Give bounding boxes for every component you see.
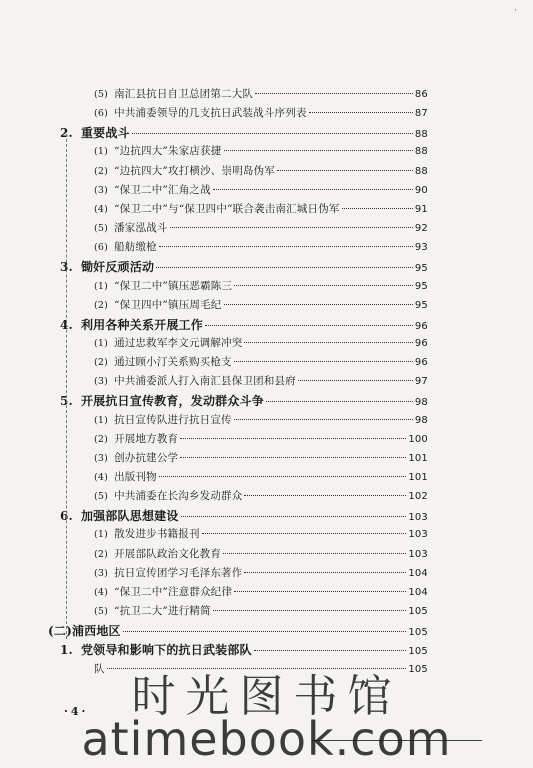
- toc-entry-number: (6): [94, 108, 109, 119]
- dot-leader: [132, 133, 413, 134]
- toc-entry: [60, 392, 428, 409]
- toc-entry-title: 锄奸反顽活动: [80, 260, 155, 274]
- toc-subentry: [94, 143, 428, 158]
- dot-leader: [170, 227, 413, 228]
- toc-subentry: [94, 220, 428, 235]
- toc-entry-number: (6): [94, 242, 109, 253]
- toc-entry-number: 5.: [60, 394, 73, 408]
- dot-leader: [202, 533, 407, 534]
- toc-entry-number: (1): [94, 415, 109, 426]
- toc-entry-title: “保卫二中”与“保卫四中”联合袭击南汇城日伪军: [114, 203, 340, 215]
- toc-subentry: [94, 661, 428, 676]
- toc-entry-number: 6.: [60, 509, 73, 523]
- toc-subentry: [94, 450, 428, 465]
- toc-entry-title: “保卫二中”镇压恶霸陈三: [114, 280, 233, 292]
- toc-entry-number: (1): [94, 146, 109, 157]
- toc-entry-page: 103: [408, 549, 428, 560]
- toc-entry-page: 88: [414, 129, 428, 140]
- toc-entry-number: (1): [94, 338, 109, 349]
- watermark-line-2: atimebook.com: [81, 712, 452, 766]
- toc-entry-page: 101: [408, 453, 428, 464]
- dot-leader: [342, 208, 413, 209]
- toc-entry-title: 抗日宣传团学习毛泽东著作: [114, 567, 243, 579]
- toc-entry-page: 88: [414, 146, 428, 157]
- toc-subentry: [94, 297, 428, 312]
- toc-entry-page: 104: [408, 587, 428, 598]
- toc-entry: [60, 641, 428, 658]
- toc-entry-title: 中共浦委派人打入南汇县保卫团和县府: [114, 375, 296, 387]
- dot-leader: [277, 170, 413, 171]
- toc-subentry: [94, 86, 428, 101]
- toc-entry-page: 87: [414, 108, 428, 119]
- dot-leader: [180, 457, 406, 458]
- toc-entry: [48, 622, 428, 639]
- toc-entry-page: 105: [408, 606, 428, 617]
- dot-leader: [244, 572, 406, 573]
- toc-entry-title: 开展部队政治文化教育: [114, 548, 222, 560]
- toc-entry-page: 95: [414, 300, 428, 311]
- toc-entry-page: 105: [408, 627, 428, 638]
- toc-entry-page: 105: [408, 664, 428, 675]
- dot-leader: [205, 325, 413, 326]
- toc-subentry: [94, 354, 428, 369]
- toc-entry-page: 98: [414, 415, 428, 426]
- toc-entry-number: (5): [94, 606, 109, 617]
- toc-entry-title: 散发进步书籍报刊: [114, 528, 200, 540]
- toc-entry-number: (4): [94, 587, 109, 598]
- toc-entry-page: 91: [414, 204, 428, 215]
- toc-subentry: [94, 431, 428, 446]
- toc-entry-page: 103: [408, 512, 428, 523]
- toc-entry-page: 103: [408, 529, 428, 540]
- margin-rule: [66, 134, 67, 639]
- toc-entry-title: 通过顾小汀关系购买枪支: [114, 356, 232, 368]
- page-folio: ·4·: [64, 705, 89, 718]
- dot-leader: [213, 610, 407, 611]
- toc-entry-number: (2): [94, 300, 109, 311]
- toc-entry-title: 船舫缴枪: [114, 241, 157, 253]
- toc-entry-page: 90: [414, 185, 428, 196]
- toc-entry-number: (3): [94, 185, 109, 196]
- dot-leader: [123, 631, 407, 632]
- toc-entry: [60, 316, 428, 333]
- toc-entry-title: “边抗四大”攻打横沙、崇明岛伪军: [114, 165, 275, 177]
- toc-subentry: [94, 488, 428, 503]
- toc-entry-page: 98: [414, 397, 428, 408]
- corner-mark: ·: [514, 6, 517, 16]
- toc-entry: [60, 507, 428, 524]
- toc-entry-title: (二)浦西地区: [48, 624, 121, 638]
- toc-subentry: [94, 201, 428, 216]
- dot-leader: [254, 650, 407, 651]
- toc-subentry: [94, 469, 428, 484]
- toc-entry-number: (4): [94, 204, 109, 215]
- toc-entry-title: 党领导和影响下的抗日武装部队: [80, 643, 252, 657]
- toc-subentry: [94, 335, 428, 350]
- dot-leader: [181, 516, 407, 517]
- toc-entry-page: 96: [414, 321, 428, 332]
- toc-subentry: [94, 105, 428, 120]
- toc-entry-title: 加强部队思想建设: [80, 509, 179, 523]
- toc-entry-page: 96: [414, 338, 428, 349]
- dot-leader: [224, 150, 413, 151]
- toc-entry-title: 开展抗日宣传教育，发动群众斗争: [80, 394, 264, 408]
- toc-entry-number: (5): [94, 89, 109, 100]
- toc-entry-number: (5): [94, 491, 109, 502]
- toc-entry-title: 创办抗建公学: [114, 452, 179, 464]
- toc-subentry: [94, 163, 428, 178]
- toc-subentry: [94, 373, 428, 388]
- dot-leader: [234, 361, 413, 362]
- dot-leader: [244, 495, 406, 496]
- toc-entry-page: 96: [414, 357, 428, 368]
- toc-entry-number: (5): [94, 223, 109, 234]
- toc-entry-number: (2): [94, 434, 109, 445]
- toc-entry-number: 2.: [60, 126, 73, 140]
- toc-entry-page: 100: [408, 434, 428, 445]
- toc-entry-number: (2): [94, 357, 109, 368]
- toc-entry-page: 92: [414, 223, 428, 234]
- toc-entry: [60, 124, 428, 141]
- toc-subentry: [94, 239, 428, 254]
- toc-entry-number: (2): [94, 166, 109, 177]
- toc-entry-page: 102: [408, 491, 428, 502]
- toc-entry-title: 中共浦委在长沟乡发动群众: [114, 490, 243, 502]
- toc-entry-title: “保卫二中”汇角之战: [114, 184, 211, 196]
- toc-entry-number: (1): [94, 281, 109, 292]
- toc-entry-title: 重要战斗: [80, 126, 130, 140]
- toc-entry-title: 潘家泓战斗: [114, 222, 168, 234]
- toc-entry-page: 93: [414, 242, 428, 253]
- toc-entry-title: “抗卫二大”进行精简: [114, 605, 211, 617]
- dot-leader: [213, 189, 413, 190]
- toc-subentry: [94, 546, 428, 561]
- dot-leader: [180, 438, 406, 439]
- toc-entry-number: (3): [94, 453, 109, 464]
- toc-subentry: [94, 182, 428, 197]
- dot-leader: [309, 112, 413, 113]
- toc-entry-number: (1): [94, 529, 109, 540]
- dot-leader: [234, 591, 406, 592]
- toc-entry-number: 1.: [60, 643, 73, 657]
- toc-subentry: [94, 584, 428, 599]
- toc-entry-number: (3): [94, 568, 109, 579]
- toc-entry-title: 出版刊物: [114, 471, 157, 483]
- toc-entry-title: “保卫四中”镇压周毛纪: [114, 299, 222, 311]
- dot-leader: [244, 342, 412, 343]
- toc-entry-number: (3): [94, 376, 109, 387]
- toc-entry-title: 南汇县抗日自卫总团第二大队: [114, 88, 254, 100]
- toc-entry-page: 95: [414, 263, 428, 274]
- toc-entry-title: 开展地方教育: [114, 433, 179, 445]
- toc-entry-number: 3.: [60, 260, 73, 274]
- toc-entry-title: 中共浦委领导的几支抗日武装战斗序列表: [114, 107, 307, 119]
- toc-entry-page: 86: [414, 89, 428, 100]
- toc-entry-number: (4): [94, 472, 109, 483]
- bottom-rule: [312, 740, 482, 741]
- dot-leader: [107, 668, 407, 669]
- dot-leader: [223, 553, 406, 554]
- toc-subentry: [94, 278, 428, 293]
- dot-leader: [234, 285, 413, 286]
- toc-entry-page: 97: [414, 376, 428, 387]
- toc-entry-page: 104: [408, 568, 428, 579]
- toc-entry-page: 105: [408, 646, 428, 657]
- toc-entry-number: 4.: [60, 318, 73, 332]
- toc-entry-page: 88: [414, 166, 428, 177]
- toc-subentry: [94, 412, 428, 427]
- toc-subentry: [94, 526, 428, 541]
- toc-subentry: [94, 565, 428, 580]
- toc-entry-number: (2): [94, 549, 109, 560]
- dot-leader: [255, 93, 413, 94]
- toc-entry-title: “边抗四大”朱家店获捷: [114, 145, 222, 157]
- toc-entry-title: 队: [94, 663, 105, 675]
- dot-leader: [224, 304, 413, 305]
- toc-entry-title: “保卫二中”注意群众纪律: [114, 586, 233, 598]
- toc-entry-title: 抗日宣传队进行抗日宣传: [114, 414, 232, 426]
- toc-entry-page: 101: [408, 472, 428, 483]
- toc-entry-page: 95: [414, 281, 428, 292]
- dot-leader: [159, 246, 413, 247]
- dot-leader: [266, 401, 413, 402]
- toc-entry-title: 利用各种关系开展工作: [80, 318, 203, 332]
- toc-entry: [60, 258, 428, 275]
- dot-leader: [298, 380, 413, 381]
- toc-entry-title: 通过忠救军李文元调解冲突: [114, 337, 243, 349]
- watermark-line-1: 时光图书馆: [131, 671, 402, 722]
- dot-leader: [234, 419, 413, 420]
- toc-subentry: [94, 603, 428, 618]
- dot-leader: [159, 476, 406, 477]
- dot-leader: [156, 267, 413, 268]
